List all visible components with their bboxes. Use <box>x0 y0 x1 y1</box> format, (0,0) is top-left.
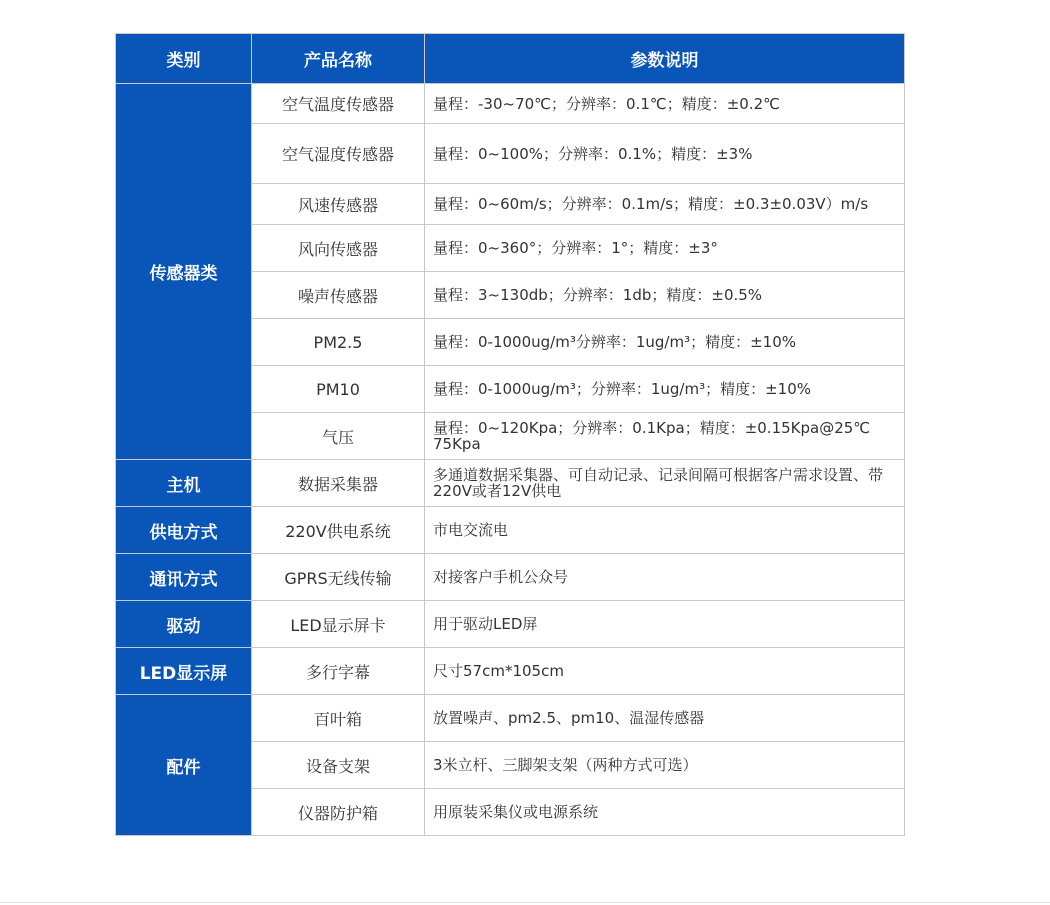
product-name-cell: 风向传感器 <box>252 225 425 272</box>
category-cell: 通讯方式 <box>116 554 252 601</box>
product-name-cell: 噪声传感器 <box>252 272 425 319</box>
parameter-description-cell: 尺寸57cm*105cm <box>425 648 905 695</box>
table-body <box>116 84 905 836</box>
product-name-cell: 数据采集器 <box>252 460 425 507</box>
table-row <box>116 695 905 742</box>
category-cell: 驱动 <box>116 601 252 648</box>
header-product-name: 产品名称 <box>252 34 425 84</box>
product-name-cell: 风速传感器 <box>252 184 425 225</box>
parameter-description-cell: 用原装采集仪或电源系统 <box>425 789 905 836</box>
category-cell: 传感器类 <box>116 84 252 460</box>
parameter-description-cell: 多通道数据采集器、可自动记录、记录间隔可根据客户需求设置、带220V或者12V供电 <box>425 460 905 507</box>
table-header-row <box>116 34 905 84</box>
product-name-cell: 多行字幕 <box>252 648 425 695</box>
parameter-description-cell: 量程：0~100%；分辨率：0.1%；精度：±3% <box>425 124 905 184</box>
table-row <box>116 648 905 695</box>
table-row <box>116 84 905 124</box>
category-cell: 主机 <box>116 460 252 507</box>
category-cell: LED显示屏 <box>116 648 252 695</box>
parameter-description-cell: 放置噪声、pm2.5、pm10、温湿传感器 <box>425 695 905 742</box>
product-name-cell: 设备支架 <box>252 742 425 789</box>
product-name-cell: 空气温度传感器 <box>252 84 425 124</box>
table-row <box>116 601 905 648</box>
header-category: 类别 <box>116 34 252 84</box>
product-name-cell: GPRS无线传输 <box>252 554 425 601</box>
product-name-cell: 仪器防护箱 <box>252 789 425 836</box>
header-parameter-description: 参数说明 <box>425 34 905 84</box>
product-name-cell: LED显示屏卡 <box>252 601 425 648</box>
parameter-description-cell: 用于驱动LED屏 <box>425 601 905 648</box>
parameter-description-cell: 量程：0~60m/s；分辨率：0.1m/s；精度：±0.3±0.03V）m/s <box>425 184 905 225</box>
parameter-description-cell: 量程：3~130db；分辨率：1db；精度：±0.5% <box>425 272 905 319</box>
product-name-cell: PM2.5 <box>252 319 425 366</box>
parameter-description-cell: 量程：0~360°；分辨率：1°；精度：±3° <box>425 225 905 272</box>
parameter-description-cell: 对接客户手机公众号 <box>425 554 905 601</box>
product-name-cell: PM10 <box>252 366 425 413</box>
parameter-description-cell: 量程：0-1000ug/m³分辨率：1ug/m³；精度：±10% <box>425 319 905 366</box>
parameter-description-cell: 量程：0-1000ug/m³；分辨率：1ug/m³；精度：±10% <box>425 366 905 413</box>
parameter-description-cell: 市电交流电 <box>425 507 905 554</box>
product-name-cell: 空气湿度传感器 <box>252 124 425 184</box>
category-cell: 供电方式 <box>116 507 252 554</box>
product-name-cell: 220V供电系统 <box>252 507 425 554</box>
table-row <box>116 554 905 601</box>
product-name-cell: 百叶箱 <box>252 695 425 742</box>
category-cell: 配件 <box>116 695 252 836</box>
parameter-description-cell: 3米立杆、三脚架支架（两种方式可选） <box>425 742 905 789</box>
parameter-description-cell: 量程：0~120Kpa；分辨率：0.1Kpa；精度：±0.15Kpa@25℃ 75Kpa <box>425 413 905 460</box>
bottom-divider <box>0 902 1050 903</box>
product-spec-table <box>115 33 905 836</box>
product-name-cell: 气压 <box>252 413 425 460</box>
table-row <box>116 507 905 554</box>
table-row <box>116 460 905 507</box>
parameter-description-cell: 量程：-30~70℃；分辨率：0.1℃；精度：±0.2℃ <box>425 84 905 124</box>
